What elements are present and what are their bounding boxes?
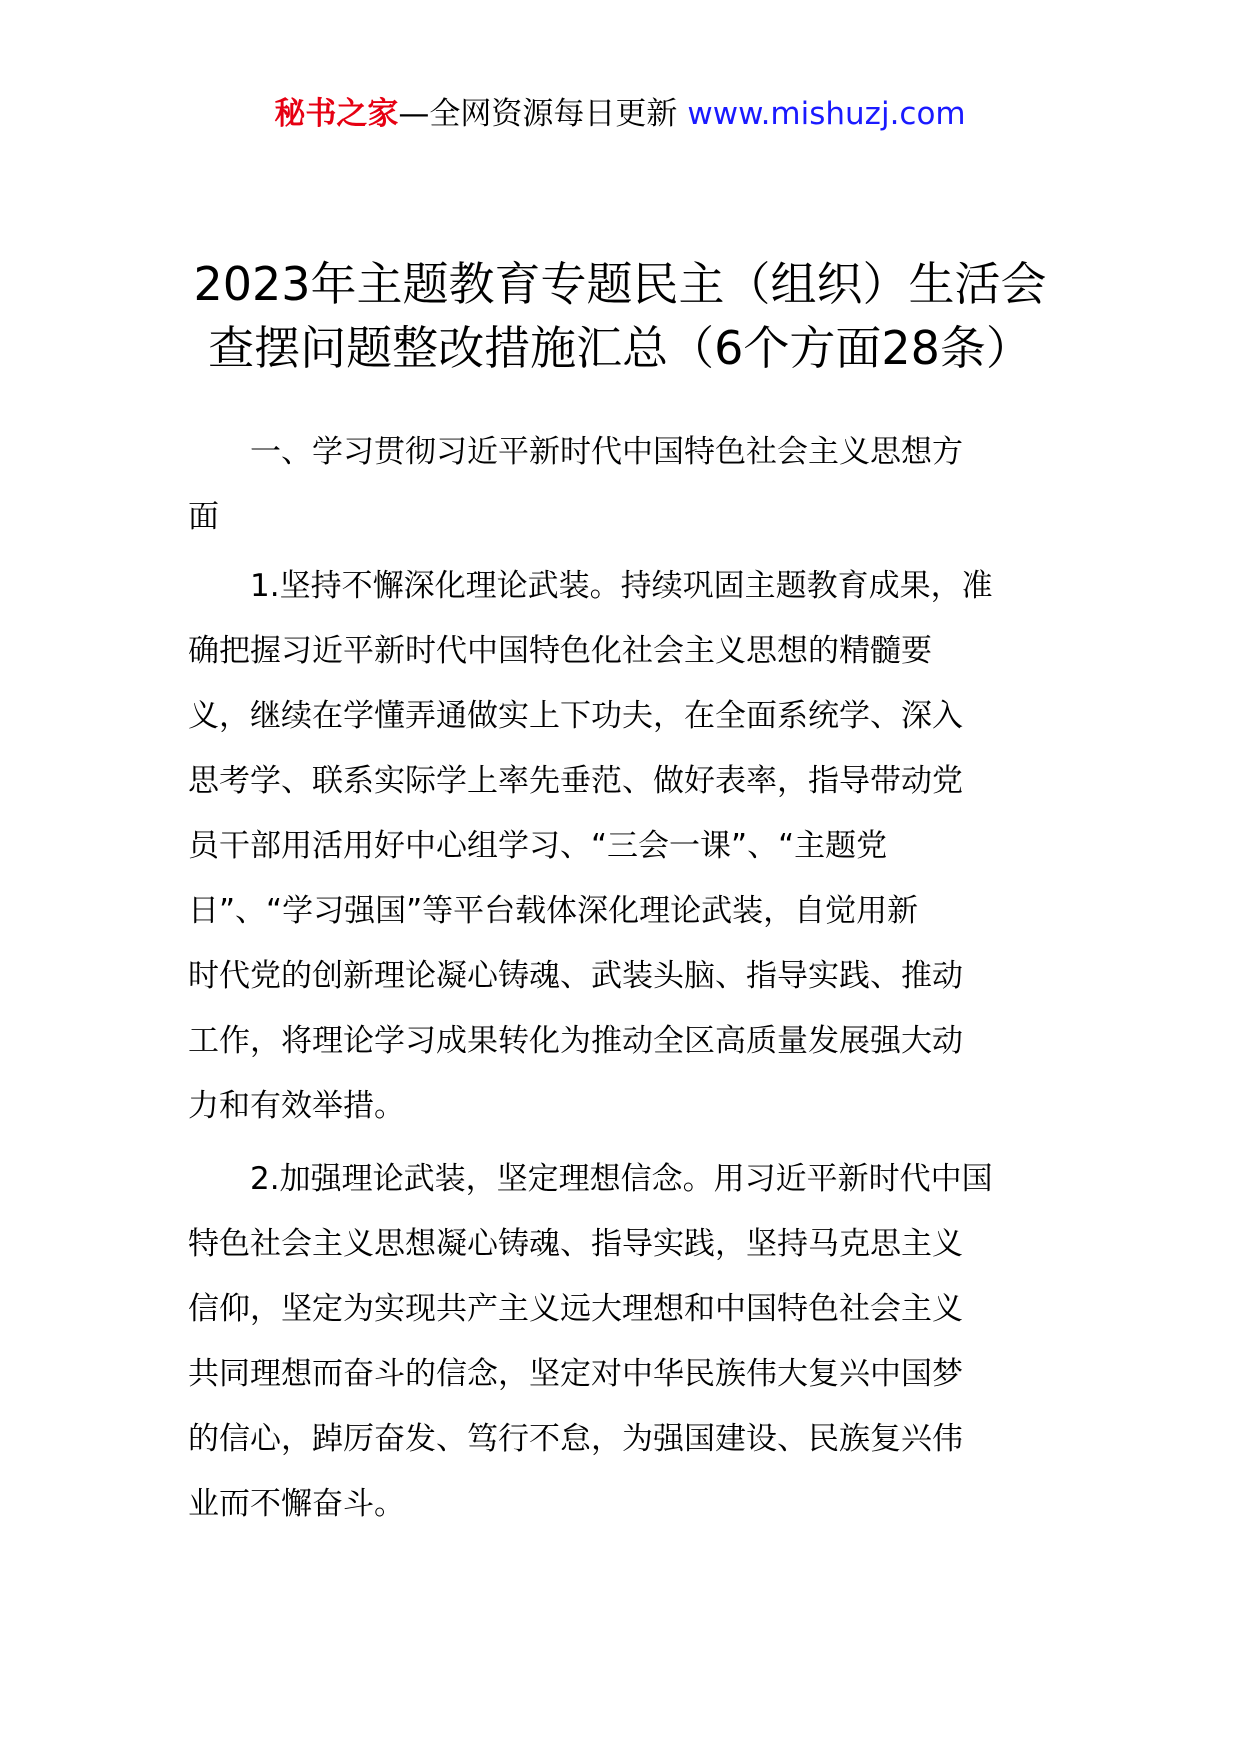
section-heading-line: 面 bbox=[188, 499, 219, 535]
paragraph-line: 的信心，踔厉奋发、笃行不怠，为强国建设、民族复兴伟 bbox=[188, 1421, 963, 1457]
paragraph-line: 特色社会主义思想凝心铸魂、指导实践，坚持马克思主义 bbox=[188, 1226, 963, 1262]
paragraph-line: 1.坚持不懈深化理论武装。持续巩固主题教育成果，准 bbox=[250, 568, 993, 604]
header-tagline: —全网资源每日更新 bbox=[398, 96, 678, 132]
paragraph-line: 业而不懈奋斗。 bbox=[188, 1486, 405, 1522]
measure-item-2 bbox=[188, 1147, 1060, 1537]
paragraph-line: 日”、“学习强国”等平台载体深化理论武装，自觉用新 bbox=[188, 893, 919, 929]
paragraph-line: 思考学、联系实际学上率先垂范、做好表率，指导带动党 bbox=[188, 763, 963, 799]
paragraph-line: 义，继续在学懂弄通做实上下功夫，在全面系统学、深入 bbox=[188, 698, 963, 734]
title-line-1: 2023年主题教育专题民主（组织）生活会 bbox=[193, 257, 1047, 311]
paragraph-line: 信仰，坚定为实现共产主义远大理想和中国特色社会主义 bbox=[188, 1291, 963, 1327]
section-heading bbox=[188, 420, 1060, 550]
document-title bbox=[150, 252, 1090, 380]
paragraph-line: 共同理想而奋斗的信念，坚定对中华民族伟大复兴中国梦 bbox=[188, 1356, 963, 1392]
paragraph-line: 确把握习近平新时代中国特色化社会主义思想的精髓要 bbox=[188, 633, 932, 669]
section-heading-line: 一、学习贯彻习近平新时代中国特色社会主义思想方 bbox=[250, 434, 963, 470]
paragraph-line: 时代党的创新理论凝心铸魂、武装头脑、指导实践、推动 bbox=[188, 958, 963, 994]
document-body bbox=[188, 420, 1060, 1545]
paragraph-line: 2.加强理论武装，坚定理想信念。用习近平新时代中国 bbox=[250, 1161, 993, 1197]
paragraph-line: 工作，将理论学习成果转化为推动全区高质量发展强大动 bbox=[188, 1023, 963, 1059]
title-line-2: 查摆问题整改措施汇总（6个方面28条） bbox=[208, 321, 1032, 375]
paragraph-line: 力和有效举措。 bbox=[188, 1088, 405, 1124]
measure-item-1 bbox=[188, 554, 1060, 1139]
site-header bbox=[0, 94, 1240, 134]
brand-name: 秘书之家 bbox=[274, 96, 399, 132]
paragraph-line: 员干部用活用好中心组学习、“三会一课”、“主题党 bbox=[188, 828, 888, 864]
site-url-link[interactable]: www.mishuzj.com bbox=[687, 96, 966, 132]
